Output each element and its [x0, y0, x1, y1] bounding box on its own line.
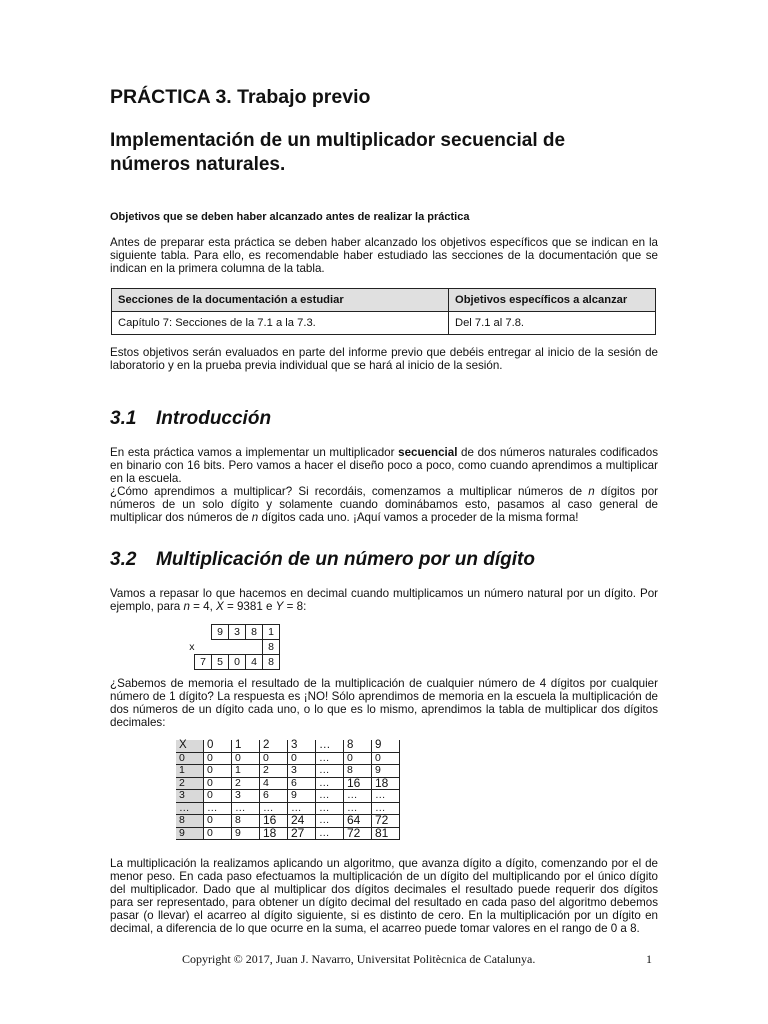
times-table-cell: 9 [232, 827, 260, 840]
times-table-cell: 8 [232, 815, 260, 828]
times-table-header-cell: X [176, 740, 204, 752]
times-table-cell: 0 [288, 752, 316, 765]
objectives-table [111, 288, 656, 335]
times-table-row [176, 802, 400, 815]
times-table-cell: 3 [288, 765, 316, 778]
section-3-2-paragraph-3: La multiplicación la realizamos aplicando un algoritmo, que avanza dígito a dígito, comenzando por el de menor peso. En cada paso efectuamos la multiplicación de un dígito del multiplicando por el único dígito del multiplicador. Dado que al multiplicar dos dígitos decimales el resultado puede requerir dos dígitos para ser representado, para obtener un dígito decimal del resultado en cada paso del algoritmo debemos pasar (o llevar) el acarreo al dígito siguiente, si es distinto de cero. En la multiplicación por un dígito en decimal, a diferencia de lo que ocurre en la suma, el acarreo puede tomar valores en el rango de 0 a 8. [110, 857, 658, 935]
times-table-row [176, 790, 400, 803]
times-table-row [176, 815, 400, 828]
body-text: = 4, [189, 600, 217, 613]
times-table-cell: … [176, 802, 204, 815]
times-table-cell: 24 [288, 815, 316, 828]
body-text: = 8: [283, 600, 307, 613]
times-table-cell: 0 [204, 777, 232, 790]
variable-n: n [251, 511, 259, 524]
objectives-table-row [112, 312, 656, 335]
body-text: = 9381 e [223, 600, 276, 613]
digit-cell: 9 [212, 625, 229, 640]
times-table-cell: 0 [232, 752, 260, 765]
times-table-cell: … [316, 765, 344, 778]
subtitle-line-1: Implementación de un multiplicador secuencial de [110, 130, 566, 151]
digit-cell: 8 [263, 655, 280, 670]
times-table-cell: 27 [288, 827, 316, 840]
times-table-header-cell: 2 [260, 740, 288, 752]
times-table-header-row [176, 740, 400, 752]
digit-cell: 5 [212, 655, 229, 670]
times-table-cell: … [204, 802, 232, 815]
times-table-cell: 64 [344, 815, 372, 828]
times-table-cell: 0 [204, 765, 232, 778]
digit-cell: 8 [263, 640, 280, 655]
times-table-cell: 16 [344, 777, 372, 790]
digit-cell: 1 [263, 625, 280, 640]
variable-n: n [183, 600, 190, 613]
objectives-outro: Estos objetivos serán evaluados en parte del informe previo que debéis entregar al inicio de la sesión de laboratorio y en la prueba previa individual que se hará al inicio de la sesión. [110, 346, 658, 372]
times-table-cell: 0 [344, 752, 372, 765]
section-3-2-paragraph-2: ¿Sabemos de memoria el resultado de la multiplicación de cualquier número de 4 dígitos por cualquier número de 1 dígito? La respuesta es ¡NO! Sólo aprendimos de memoria en la escuela la multiplicación de dos números de un dígito cada uno, o lo que es lo mismo, aprendimos la tabla de multiplicar dos dígitos decimales: [110, 677, 658, 729]
times-table-cell: … [260, 802, 288, 815]
times-table-cell: 3 [176, 790, 204, 803]
intro-text: ¿Cómo aprendimos a multiplicar? Si recordáis, comenzamos a multiplicar números de [110, 485, 589, 498]
times-table-cell: 81 [372, 827, 400, 840]
page-number: 1 [646, 952, 652, 966]
footer-copyright: Copyright © 2017, Juan J. Navarro, Universitat Politècnica de Catalunya. [182, 952, 536, 966]
intro-paragraph-2 [110, 485, 658, 524]
objectives-table-header-goals: Objetivos específicos a alcanzar [449, 289, 656, 312]
times-operator: x [189, 641, 195, 653]
objectives-table-cell-sections: Capítulo 7: Secciones de la 7.1 a la 7.3. [112, 312, 449, 335]
intro-bold-term: secuencial [398, 446, 458, 459]
times-table-cell: 1 [176, 765, 204, 778]
times-table-cell: … [372, 802, 400, 815]
digit-cell: 7 [195, 655, 212, 670]
times-table [176, 740, 400, 840]
section-3-2-title: Multiplicación de un número por un dígito [156, 549, 535, 570]
times-table-cell: … [372, 790, 400, 803]
times-table-cell: 6 [260, 790, 288, 803]
page-title: PRÁCTICA 3. Trabajo previo [110, 86, 371, 108]
section-3-2-number: 3.2 [110, 549, 137, 570]
digit-cell: 4 [246, 655, 263, 670]
section-3-1-heading [110, 407, 271, 431]
times-table-row [176, 765, 400, 778]
times-table-cell: 0 [204, 790, 232, 803]
digit-cell: 8 [246, 625, 263, 640]
times-table-cell: 1 [232, 765, 260, 778]
times-table-cell: … [316, 827, 344, 840]
times-table-header-cell: 1 [232, 740, 260, 752]
subtitle-line-2: números naturales. [110, 154, 286, 175]
times-table-cell: … [288, 802, 316, 815]
multiplier-row [178, 640, 280, 655]
section-3-2-heading [110, 548, 535, 572]
variable-y: Y [275, 600, 284, 613]
times-table-row [176, 777, 400, 790]
times-table-cell: … [316, 790, 344, 803]
intro-text: dígitos por números de un solo dígito y solamente cuando dominábamos esto, pasamos al caso general de multiplicar dos números de [110, 485, 658, 524]
objectives-table-header-row [112, 289, 656, 312]
times-table-cell: 0 [204, 815, 232, 828]
times-table-cell: … [316, 815, 344, 828]
times-table-cell: 9 [176, 827, 204, 840]
times-table-cell: … [316, 802, 344, 815]
times-table-cell: … [232, 802, 260, 815]
digit-cell: 0 [229, 655, 246, 670]
times-table-cell: 0 [372, 752, 400, 765]
times-table-cell: … [316, 752, 344, 765]
product-row [178, 655, 280, 670]
intro-text: En esta práctica vamos a implementar un multiplicador [110, 446, 399, 459]
objectives-intro: Antes de preparar esta práctica se deben haber alcanzado los objetivos específicos que se indican en la siguiente tabla. Para ello, es recomendable haber estudiado las secciones de la documentación que se indican en la primera columna de la tabla. [110, 236, 658, 275]
digit-cell: 3 [229, 625, 246, 640]
times-table-cell: 0 [204, 827, 232, 840]
variable-n: n [588, 485, 595, 498]
section-3-1-title: Introducción [156, 408, 272, 429]
times-table-header-cell: … [316, 740, 344, 752]
times-table-cell: 6 [288, 777, 316, 790]
multiplicand-row [178, 625, 280, 640]
objectives-heading: Objetivos que se deben haber alcanzado antes de realizar la práctica [110, 211, 470, 223]
times-table-cell: 0 [176, 752, 204, 765]
intro-text: de dos números naturales codificados en binario con 16 bits. Pero vamos a hacer el diseño poco a poco, como cuando aprendimos a multiplicar en la escuela. [110, 446, 658, 485]
times-table-header-cell: 9 [372, 740, 400, 752]
times-table-cell: 72 [372, 815, 400, 828]
times-table-cell: 9 [288, 790, 316, 803]
document-subtitle [110, 129, 670, 177]
objectives-table-header-sections: Secciones de la documentación a estudiar [112, 289, 449, 312]
times-table-row [176, 752, 400, 765]
multiplication-example [178, 624, 280, 670]
times-table-cell: … [344, 802, 372, 815]
intro-paragraph-1 [110, 446, 658, 485]
times-table-cell: 72 [344, 827, 372, 840]
times-table-cell: 2 [176, 777, 204, 790]
times-table-cell: 2 [260, 765, 288, 778]
times-table-row [176, 827, 400, 840]
objectives-table-cell-goals: Del 7.1 al 7.8. [449, 312, 656, 335]
section-3-1-number: 3.1 [110, 408, 137, 429]
times-table-cell: … [344, 790, 372, 803]
times-table-cell: 18 [372, 777, 400, 790]
intro-text: dígitos cada uno. ¡Aquí vamos a proceder de la misma forma! [258, 511, 579, 524]
times-table-cell: 0 [260, 752, 288, 765]
variable-x: X [216, 600, 224, 613]
times-table-header-cell: 8 [344, 740, 372, 752]
body-text: Vamos a repasar lo que hacemos en decimal cuando multiplicamos un número natural por un dígito. Por ejemplo, para [110, 587, 658, 613]
times-table-cell: 18 [260, 827, 288, 840]
times-table-cell: 4 [260, 777, 288, 790]
times-table-header-cell: 0 [204, 740, 232, 752]
times-table-cell: 9 [372, 765, 400, 778]
times-table-cell: 16 [260, 815, 288, 828]
times-table-header-cell: 3 [288, 740, 316, 752]
times-table-cell: 0 [204, 752, 232, 765]
times-table-cell: 3 [232, 790, 260, 803]
section-3-2-paragraph-1 [110, 587, 658, 613]
times-table-cell: 8 [176, 815, 204, 828]
times-table-cell: 2 [232, 777, 260, 790]
times-table-cell: … [316, 777, 344, 790]
times-table-cell: 8 [344, 765, 372, 778]
